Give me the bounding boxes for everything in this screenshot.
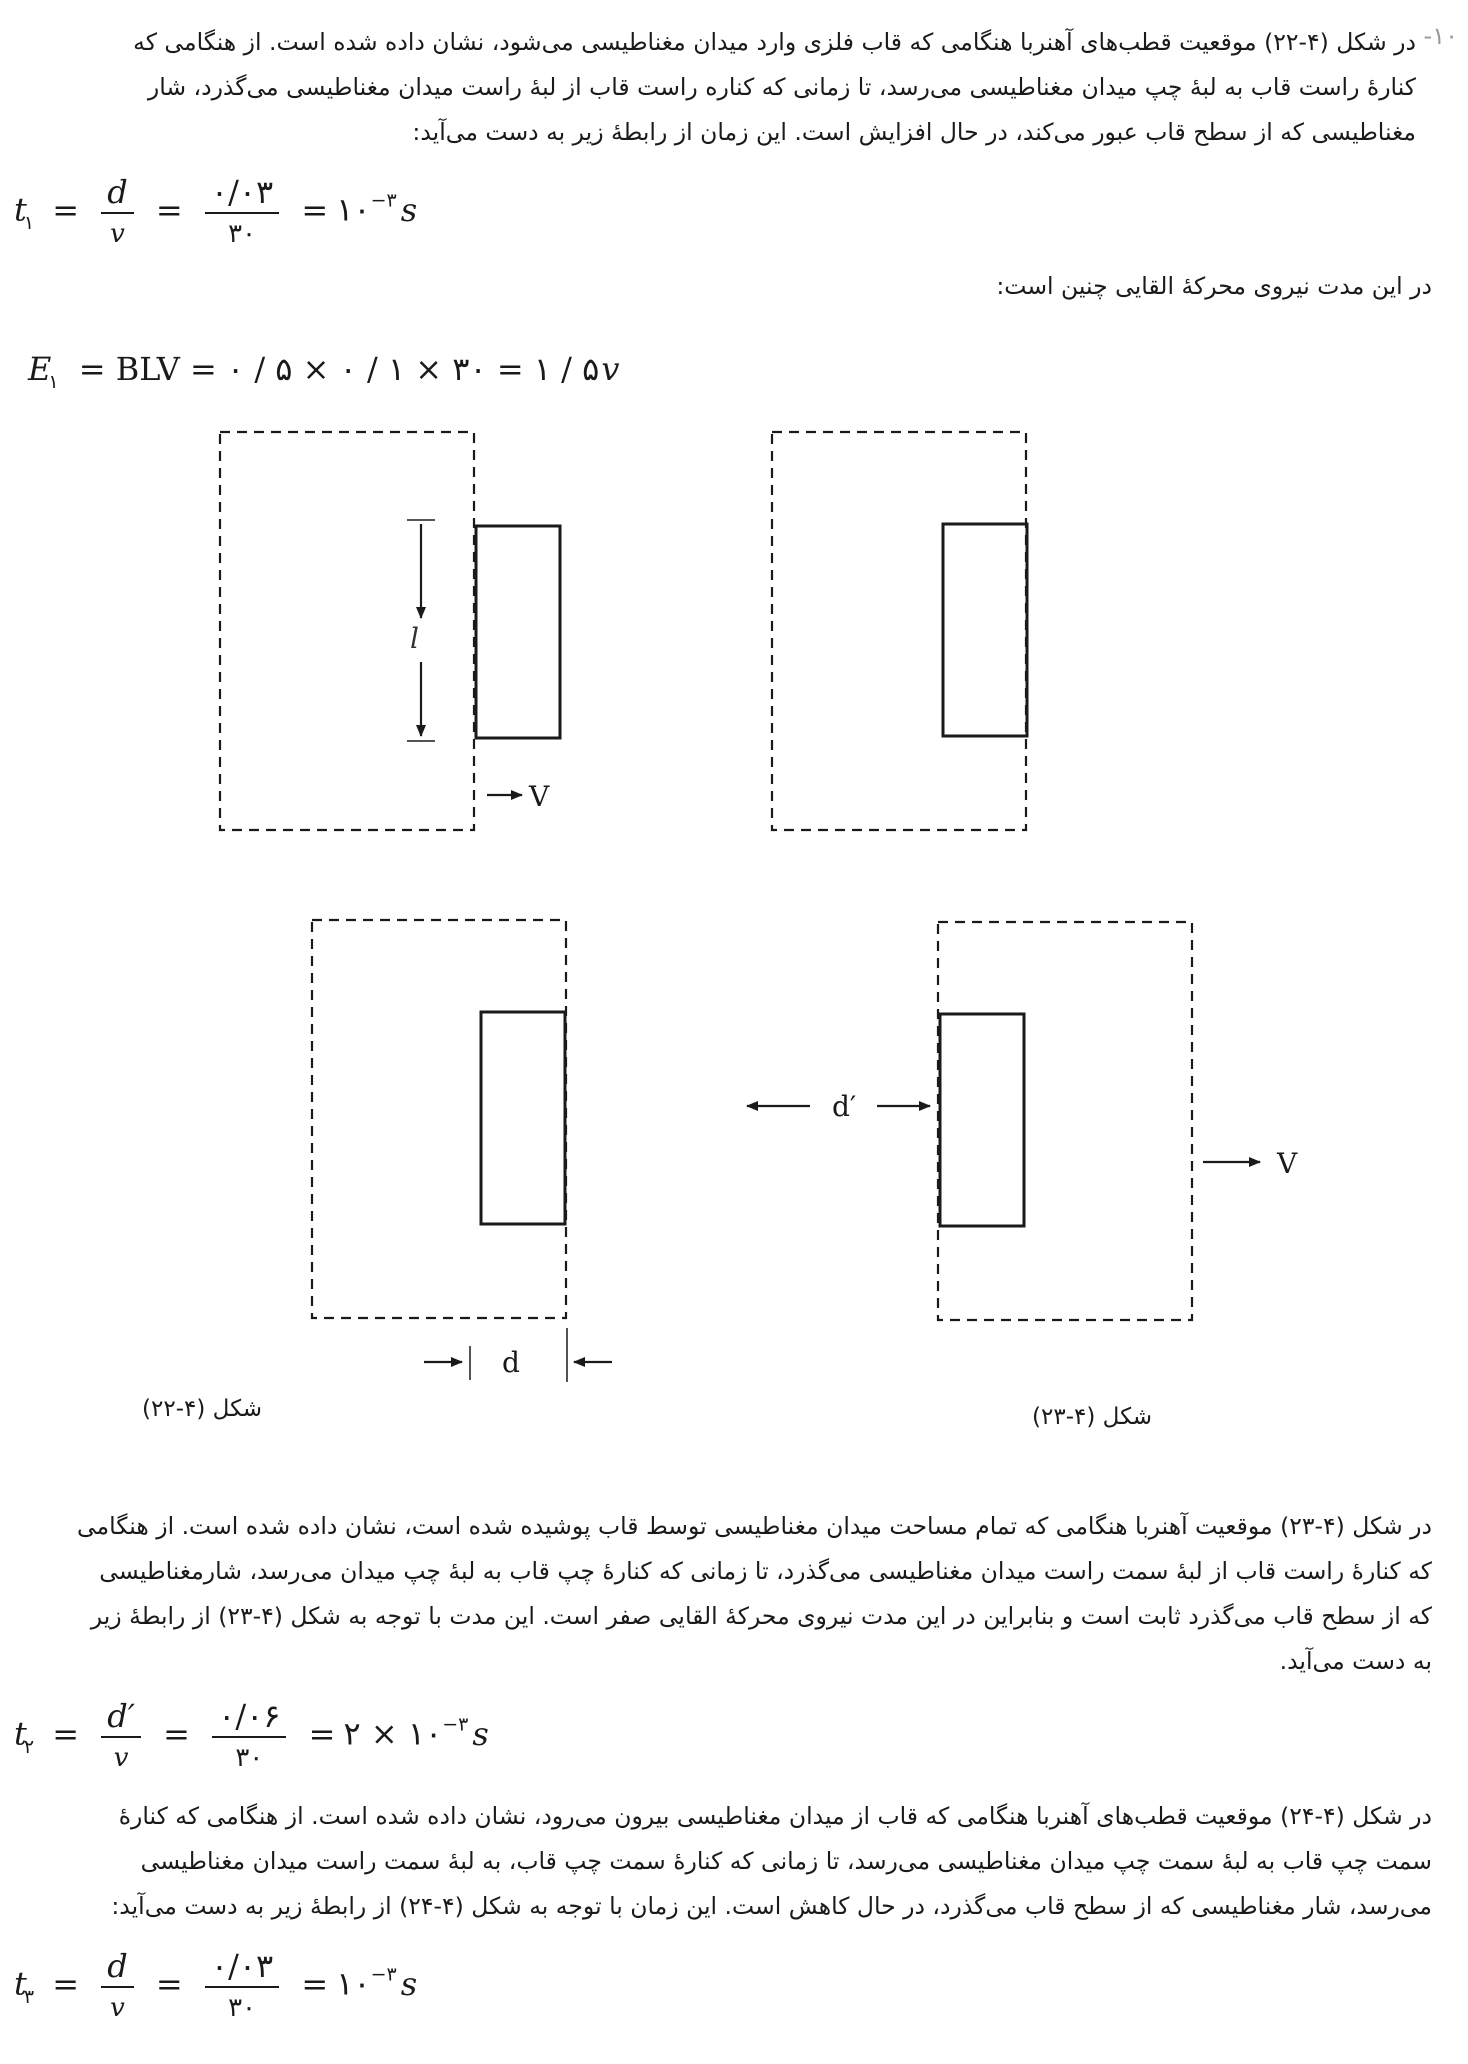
paragraph-3 bbox=[20, 1504, 1432, 1684]
fraction: $\frac{d'}{v}$ bbox=[101, 1698, 141, 1774]
label-v: V bbox=[1277, 1147, 1298, 1180]
eq-unit: s bbox=[472, 1714, 489, 1753]
field-region bbox=[772, 432, 1026, 830]
eq-result: ۱۰ bbox=[336, 1964, 371, 2003]
eq-exponent: −۳ bbox=[370, 189, 397, 212]
paragraph-3-line: که از سطح قاب می‌گذرد ثابت است و بنابراین در این مدت نیروی محرکهٔ القایی صفر است. این مدت با توجه به شکل (۴-۲۳) از رابطهٔ زیر bbox=[90, 1602, 1432, 1630]
label-dprime: d′ bbox=[832, 1090, 857, 1123]
eq-expression: = BLV = ۰ / ۵ × ۰ / ۱ × ۳۰ = ۱ / ۵ bbox=[78, 350, 600, 388]
paragraph-4-line: می‌رسد، شار مغناطیسی که از سطح قاب می‌گذرد، در حال کاهش است. این زمان با توجه به شکل (۴-۲۴) از رابطهٔ زیر به دست می‌آید: bbox=[111, 1892, 1432, 1920]
fraction: $\frac{d}{v}$ bbox=[101, 1948, 133, 2024]
paragraph-4-line: سمت چپ قاب به لبهٔ سمت چپ میدان مغناطیسی می‌رسد، تا زمانی که کنارهٔ سمت چپ قاب، به لبهٔ سمت راست میدان مغناطیسی bbox=[140, 1847, 1432, 1875]
paragraph-3-line: به دست می‌آید. bbox=[1279, 1647, 1432, 1675]
figure-caption: شکل (۴-۲۳) bbox=[1032, 1404, 1153, 1430]
eq-unit: s bbox=[400, 190, 418, 229]
eq-exponent: −۳ bbox=[442, 1713, 469, 1736]
eq-subscript: ۱ bbox=[23, 211, 35, 234]
eq-subscript: ۲ bbox=[23, 1735, 35, 1758]
loop-frame bbox=[481, 1012, 565, 1224]
equation-t3: $t_۳$ = $\frac{d}{v}$ = $\frac{۰/۰۳}{۳۰}$ = $۱۰^{-۳}$ s bbox=[14, 1947, 418, 2023]
equation-t1: $t_۱$ = $\frac{d}{v}$ = $\frac{۰/۰۳}{۳۰}$ = $۱۰^{-۳}$ s bbox=[14, 173, 418, 249]
figure-caption: شکل (۴-۲۲) bbox=[142, 1396, 263, 1422]
fraction: $\frac{۰/۰۳}{۳۰}$ bbox=[205, 1948, 279, 2024]
loop-frame bbox=[943, 524, 1027, 736]
problem-number: ۱۰- bbox=[1423, 22, 1458, 50]
field-region bbox=[938, 922, 1192, 1320]
paragraph-1-line: در شکل (۴-۲۲) موقعیت قطب‌های آهنربا هنگامی که قاب فلزی وارد میدان مغناطیسی می‌شود، نشان داده شده است. از هنگامی که bbox=[133, 28, 1416, 56]
loop-frame bbox=[940, 1014, 1024, 1226]
eq-subscript: ۳ bbox=[23, 1985, 35, 2008]
equation-t2: $t_۲$ = $\frac{d'}{v}$ = $\frac{۰/۰۶}{۳۰}$ = ۲ × $۱۰^{-۳}$ s bbox=[14, 1697, 489, 1773]
paragraph-1 bbox=[20, 20, 1416, 155]
eq-var: t bbox=[14, 1964, 27, 2003]
field-region bbox=[312, 920, 566, 1318]
fraction: $\frac{d}{v}$ bbox=[101, 174, 133, 250]
paragraph-3-line: که کنارهٔ راست قاب از لبهٔ سمت راست میدان مغناطیسی می‌گذرد، تا زمانی که کنارهٔ چپ قاب به لبهٔ چپ میدان می‌رسد، شارمغناطیسی bbox=[99, 1557, 1432, 1585]
eq-subscript: ۱ bbox=[48, 371, 59, 393]
paragraph-4-line: در شکل (۴-۲۴) موقعیت قطب‌های آهنربا هنگامی که قاب از میدان مغناطیسی بیرون می‌رود، نشان داده شده است. از هنگامی که کنارهٔ bbox=[118, 1802, 1432, 1830]
label-d: d bbox=[502, 1346, 520, 1379]
paragraph-3-line: در شکل (۴-۲۳) موقعیت آهنربا هنگامی که تمام مساحت میدان مغناطیسی توسط قاب پوشیده شده است، نشان داده شده است. از هنگامی bbox=[76, 1512, 1432, 1540]
label-v: V bbox=[529, 780, 550, 813]
equation-e1 bbox=[28, 350, 619, 393]
paragraph-1-line: مغناطیسی که از سطح قاب عبور می‌کند، در حال افزایش است. این زمان از رابطهٔ زیر به دست می‌آید: bbox=[412, 118, 1416, 146]
paragraph-2 bbox=[20, 264, 1432, 309]
field-region bbox=[220, 432, 474, 830]
eq-result: ۲ × ۱۰ bbox=[343, 1714, 443, 1753]
label-l: l bbox=[410, 622, 419, 655]
eq-var: E bbox=[28, 350, 52, 388]
paragraph-1-line: کنارهٔ راست قاب به لبهٔ چپ میدان مغناطیسی می‌رسد، تا زمانی که کناره راست قاب از لبهٔ راست میدان مغناطیسی می‌گذرد، شار bbox=[147, 73, 1416, 101]
paragraph-2-line: در این مدت نیروی محرکهٔ القایی چنین است: bbox=[996, 272, 1432, 300]
figures bbox=[0, 400, 1468, 1480]
eq-unit: s bbox=[400, 1964, 418, 2003]
eq-result: ۱۰ bbox=[336, 190, 371, 229]
eq-exponent: −۳ bbox=[370, 1963, 397, 1986]
fraction: $\frac{۰/۰۳}{۳۰}$ bbox=[205, 174, 279, 250]
eq-var: t bbox=[14, 1714, 27, 1753]
paragraph-4 bbox=[20, 1794, 1432, 1929]
loop-frame bbox=[476, 526, 560, 738]
fraction: $\frac{۰/۰۶}{۳۰}$ bbox=[212, 1698, 286, 1774]
eq-unit: v bbox=[601, 350, 620, 388]
eq-var: t bbox=[14, 190, 27, 229]
